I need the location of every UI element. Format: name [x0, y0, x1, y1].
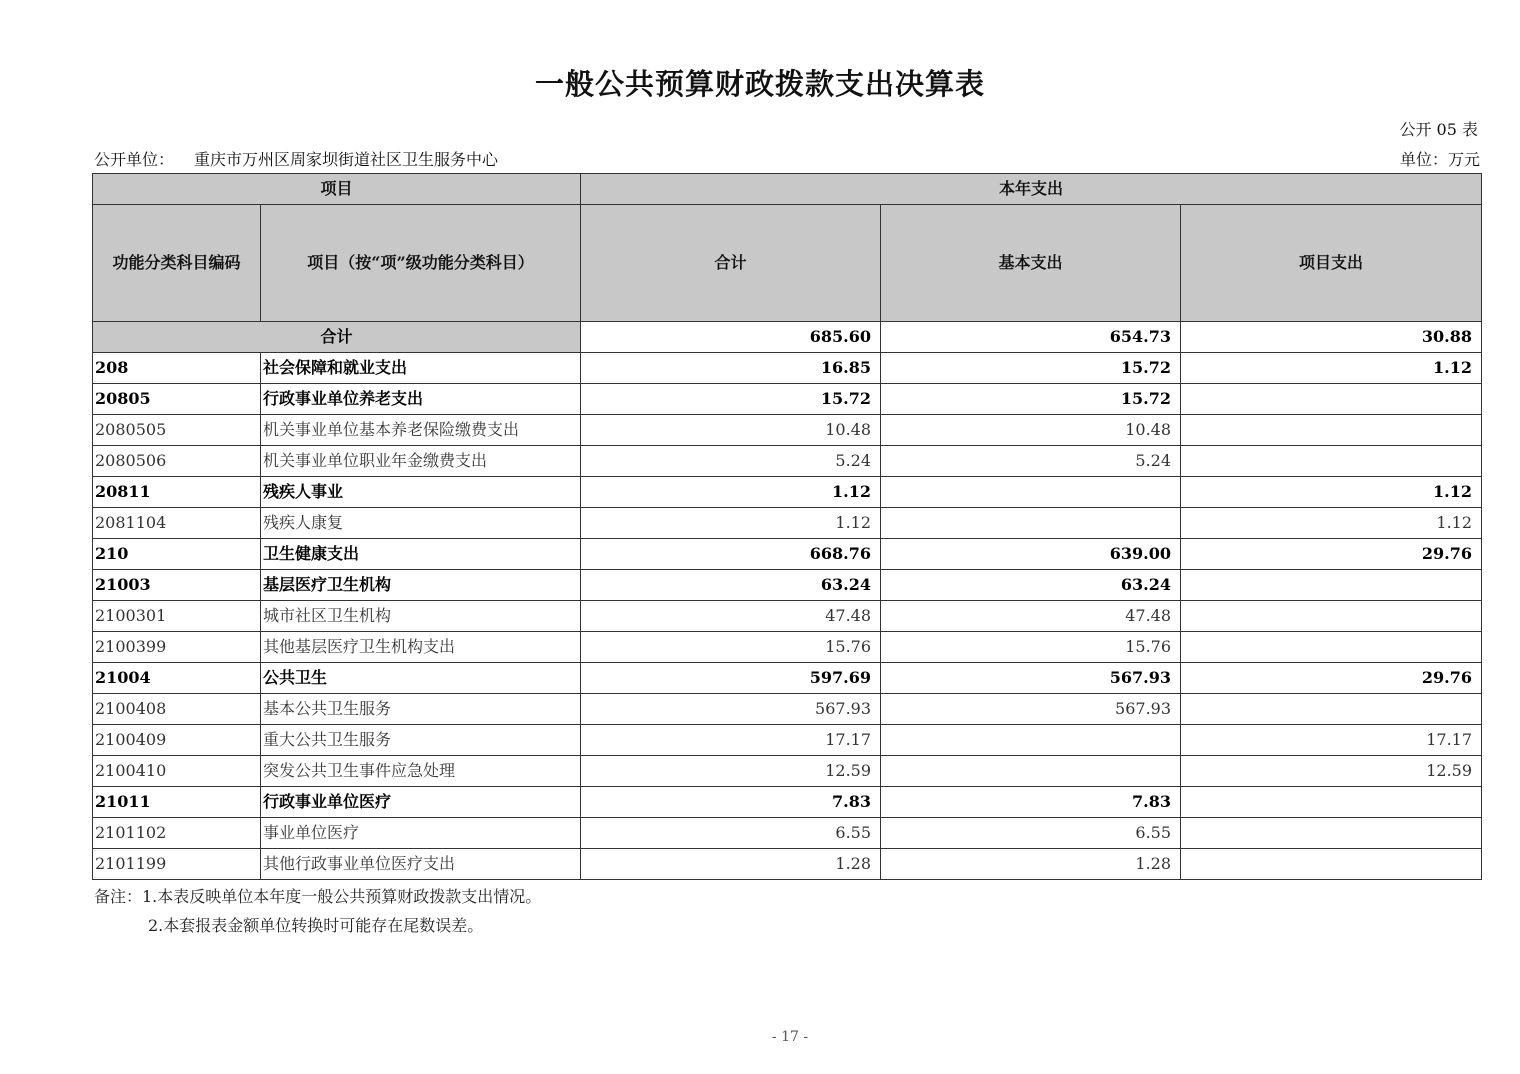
row-code: 21004	[93, 663, 261, 694]
row-code: 2100301	[93, 601, 261, 632]
table-row	[93, 632, 1482, 663]
total-row	[93, 322, 1482, 353]
row-basic: 15.76	[881, 632, 1181, 663]
notes	[94, 882, 541, 940]
row-basic	[881, 508, 1181, 539]
table-row	[93, 787, 1482, 818]
row-total: 567.93	[581, 694, 881, 725]
row-name: 行政事业单位养老支出	[261, 384, 581, 415]
table-row	[93, 353, 1482, 384]
table-row	[93, 477, 1482, 508]
row-total: 17.17	[581, 725, 881, 756]
row-basic: 5.24	[881, 446, 1181, 477]
row-project	[1181, 601, 1482, 632]
row-project: 1.12	[1181, 477, 1482, 508]
row-project: 1.12	[1181, 508, 1482, 539]
row-name: 社会保障和就业支出	[261, 353, 581, 384]
row-basic: 10.48	[881, 415, 1181, 446]
row-code: 2080506	[93, 446, 261, 477]
row-name: 城市社区卫生机构	[261, 601, 581, 632]
row-name: 行政事业单位医疗	[261, 787, 581, 818]
row-name: 其他基层医疗卫生机构支出	[261, 632, 581, 663]
row-name: 卫生健康支出	[261, 539, 581, 570]
row-code: 21003	[93, 570, 261, 601]
header-current-year: 本年支出	[581, 174, 1482, 205]
table-row	[93, 601, 1482, 632]
row-name: 突发公共卫生事件应急处理	[261, 756, 581, 787]
row-name: 重大公共卫生服务	[261, 725, 581, 756]
row-basic: 639.00	[881, 539, 1181, 570]
row-basic: 567.93	[881, 663, 1181, 694]
header-code: 功能分类科目编码	[93, 205, 261, 322]
row-code: 2100410	[93, 756, 261, 787]
note-1: 备注：1.本表反映单位本年度一般公共预算财政拨款支出情况。	[94, 887, 542, 906]
row-name: 基层医疗卫生机构	[261, 570, 581, 601]
row-name: 残疾人事业	[261, 477, 581, 508]
row-project	[1181, 570, 1482, 601]
row-project	[1181, 384, 1482, 415]
table-row	[93, 725, 1482, 756]
total-basic: 654.73	[881, 322, 1181, 353]
row-project	[1181, 787, 1482, 818]
row-basic: 7.83	[881, 787, 1181, 818]
row-basic: 567.93	[881, 694, 1181, 725]
row-code: 2101199	[93, 849, 261, 880]
row-project	[1181, 632, 1482, 663]
row-project: 1.12	[1181, 353, 1482, 384]
row-total: 15.72	[581, 384, 881, 415]
note-2: 2.本套报表金额单位转换时可能存在尾数误差。	[148, 916, 484, 935]
row-basic	[881, 477, 1181, 508]
currency-unit: 单位：万元	[1399, 150, 1480, 169]
row-name: 残疾人康复	[261, 508, 581, 539]
table-row	[93, 446, 1482, 477]
header-basic: 基本支出	[881, 205, 1181, 322]
row-total: 597.69	[581, 663, 881, 694]
row-basic: 63.24	[881, 570, 1181, 601]
row-code: 2101102	[93, 818, 261, 849]
row-project	[1181, 446, 1482, 477]
table-row	[93, 663, 1482, 694]
row-project	[1181, 415, 1482, 446]
table-row	[93, 849, 1482, 880]
row-project: 29.76	[1181, 663, 1482, 694]
row-code: 20805	[93, 384, 261, 415]
table-row	[93, 384, 1482, 415]
table-body	[93, 322, 1482, 880]
form-number: 公开 05 表	[1399, 120, 1478, 139]
header-total: 合计	[581, 205, 881, 322]
row-total: 6.55	[581, 818, 881, 849]
row-code: 2100408	[93, 694, 261, 725]
table-row	[93, 508, 1482, 539]
table-row	[93, 415, 1482, 446]
org-name: 重庆市万州区周家坝街道社区卫生服务中心	[194, 150, 499, 169]
header-row-columns	[93, 205, 1482, 322]
row-code: 210	[93, 539, 261, 570]
header-row-top	[93, 174, 1482, 205]
row-code: 208	[93, 353, 261, 384]
row-total: 7.83	[581, 787, 881, 818]
row-code: 21011	[93, 787, 261, 818]
row-total: 63.24	[581, 570, 881, 601]
header-item: 项目（按“项”级功能分类科目）	[261, 205, 581, 322]
row-name: 事业单位医疗	[261, 818, 581, 849]
row-name: 机关事业单位职业年金缴费支出	[261, 446, 581, 477]
row-total: 15.76	[581, 632, 881, 663]
expenditure-table	[92, 173, 1482, 880]
total-label: 合计	[93, 322, 581, 353]
row-basic: 15.72	[881, 384, 1181, 415]
row-name: 基本公共卫生服务	[261, 694, 581, 725]
header-project: 项目	[93, 174, 581, 205]
page-title: 一般公共预算财政拨款支出决算表	[534, 67, 985, 101]
row-basic	[881, 725, 1181, 756]
table-row	[93, 539, 1482, 570]
page-number: - 17 -	[771, 1029, 809, 1045]
table-row	[93, 694, 1482, 725]
row-total: 5.24	[581, 446, 881, 477]
row-name: 其他行政事业单位医疗支出	[261, 849, 581, 880]
row-total: 1.28	[581, 849, 881, 880]
row-project: 12.59	[1181, 756, 1482, 787]
row-code: 2080505	[93, 415, 261, 446]
row-total: 47.48	[581, 601, 881, 632]
row-total: 668.76	[581, 539, 881, 570]
row-name: 公共卫生	[261, 663, 581, 694]
org-info	[94, 147, 498, 170]
row-project	[1181, 849, 1482, 880]
row-code: 2100399	[93, 632, 261, 663]
table-row	[93, 818, 1482, 849]
row-project	[1181, 694, 1482, 725]
row-total: 12.59	[581, 756, 881, 787]
org-label: 公开单位：	[94, 150, 175, 169]
row-basic: 1.28	[881, 849, 1181, 880]
row-basic	[881, 756, 1181, 787]
row-project: 17.17	[1181, 725, 1482, 756]
table-row	[93, 570, 1482, 601]
total-project: 30.88	[1181, 322, 1482, 353]
row-total: 1.12	[581, 477, 881, 508]
row-basic: 6.55	[881, 818, 1181, 849]
row-name: 机关事业单位基本养老保险缴费支出	[261, 415, 581, 446]
row-code: 20811	[93, 477, 261, 508]
row-basic: 15.72	[881, 353, 1181, 384]
row-project: 29.76	[1181, 539, 1482, 570]
total-sum: 685.60	[581, 322, 881, 353]
row-code: 2100409	[93, 725, 261, 756]
header-project-expenditure: 项目支出	[1181, 205, 1482, 322]
row-code: 2081104	[93, 508, 261, 539]
row-basic: 47.48	[881, 601, 1181, 632]
row-total: 10.48	[581, 415, 881, 446]
table-row	[93, 756, 1482, 787]
row-project	[1181, 818, 1482, 849]
row-total: 1.12	[581, 508, 881, 539]
row-total: 16.85	[581, 353, 881, 384]
